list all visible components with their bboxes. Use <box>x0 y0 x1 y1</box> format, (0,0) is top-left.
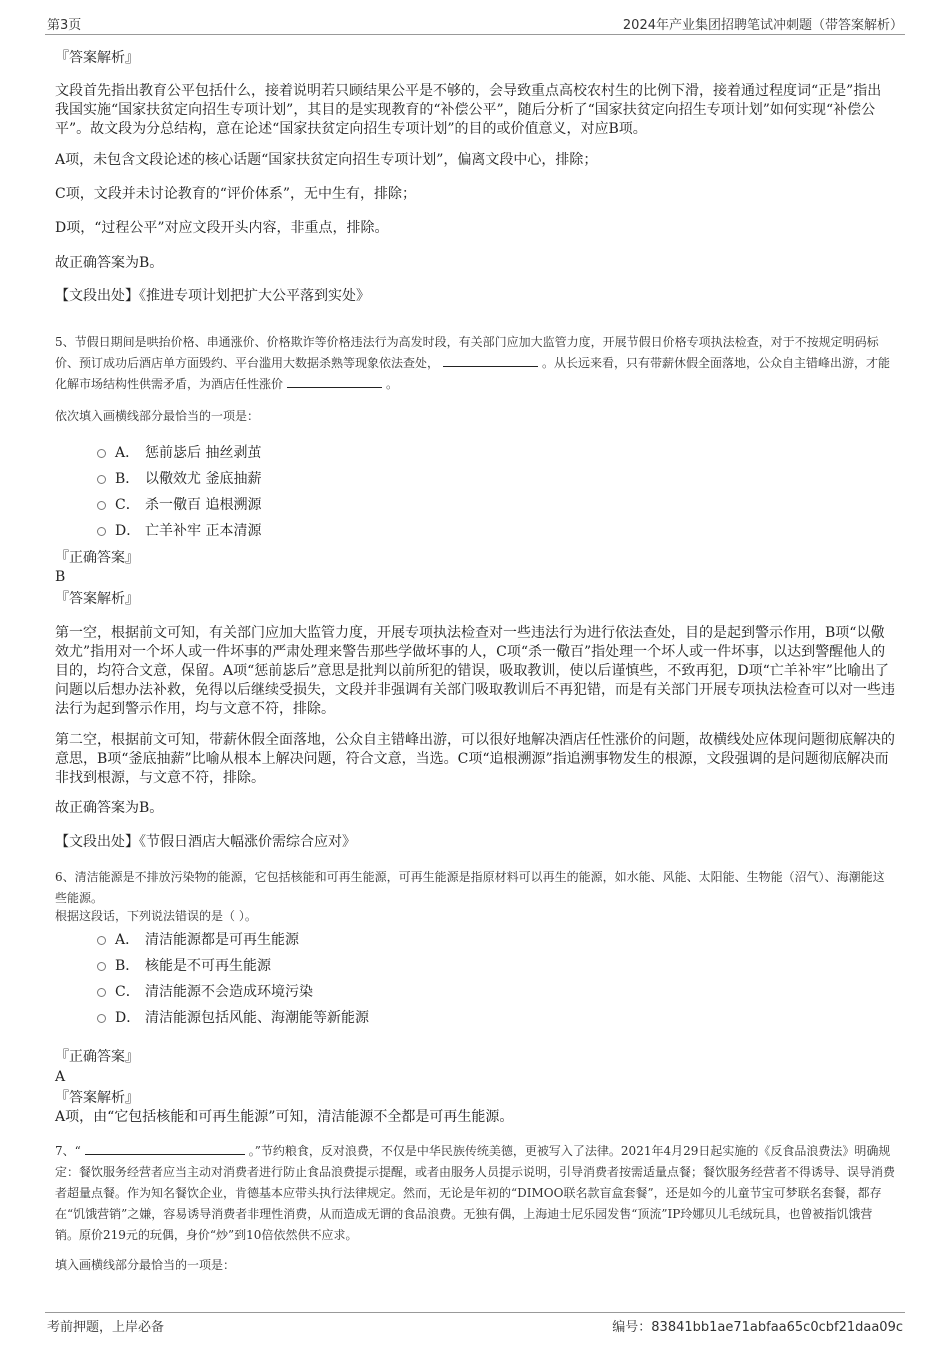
option-c[interactable]: C． 杀一儆百 追根溯源 <box>55 492 895 518</box>
question-6-prompt: 根据这段话，下列说法错误的是（ ）。 <box>55 909 257 923</box>
question-5-stem-part3: 。 <box>386 377 399 391</box>
analysis-label: 『答案解析』 <box>55 1090 139 1106</box>
source-citation: 【文段出处】《推进专项计划把扩大公平落到实处》 <box>55 288 370 304</box>
analysis-paragraph: A项，由“它包括核能和可再生能源”可知，清洁能源不全都是可再生能源。 <box>55 1109 514 1125</box>
analysis-item-a: A项，未包含文段论述的核心话题“国家扶贫定向招生专项计划”，偏离文段中心，排除； <box>55 152 598 168</box>
radio-icon[interactable] <box>97 501 106 510</box>
radio-icon[interactable] <box>97 962 106 971</box>
analysis-paragraph-1: 第一空，根据前文可知，有关部门应加大监管力度，开展专项执法检查对一些违法行为进行依法查处，目的是起到警示作用，B项“以儆效尤”指用对一个坏人或一件坏事的严肃处理来警告那些学做坏事的人，C项“杀一儆百”指处理一个坏人或一件坏事，以达到警醒他人的目的，均符合文意，保留。A项“惩前毖后”意思是批判以前所犯的错误，吸取教训，使以后谨慎些，不致再犯，D项“亡羊补牢”比喻出了问题以后想办法补救，免得以后继续受损失，文段并非强调有关部门吸取教训后不再犯错，而是有关部门开展专项执法检查可以对一些违法行为起到警示作用，均与文意不符，排除。 <box>55 625 895 717</box>
analysis-label: 『答案解析』 <box>55 591 139 607</box>
analysis-paragraph-2: 第二空，根据前文可知，带薪休假全面落地，公众自主错峰出游，可以很好地解决酒店任性涨价的问题，故横线处应体现问题彻底解决的意思，B项“釜底抽薪”比喻从根本上解决问题，符合文意，当选。C项“追根溯源”指追溯事物发生的根源，文段强调的是问题彻底解决而非找到根源，与文意不符，排除。 <box>55 732 895 786</box>
option-a[interactable]: A． 惩前毖后 抽丝剥茧 <box>55 440 895 466</box>
question-7-stem <box>55 1141 895 1246</box>
footer-slogan: 考前押题，上岸必备 <box>47 1320 165 1335</box>
code-value: 83841bb1ae71abfaa65c0cbf21daa09c <box>651 1320 903 1335</box>
analysis-conclusion: 故正确答案为B。 <box>55 800 164 816</box>
answer-blank-1 <box>443 354 538 367</box>
option-b[interactable]: B． 以儆效尤 釜底抽薪 <box>55 466 895 492</box>
page-footer <box>45 1312 905 1335</box>
radio-icon[interactable] <box>97 936 106 945</box>
correct-answer-label: 『正确答案』 <box>55 550 139 566</box>
radio-icon[interactable] <box>97 988 106 997</box>
option-c[interactable]: C． 清洁能源不会造成环境污染 <box>55 979 895 1005</box>
question-6-options <box>55 927 895 1031</box>
answer-blank-2 <box>287 375 382 388</box>
question-6-stem: 6、清洁能源是不排放污染物的能源，它包括核能和可再生能源，可再生能源是指原材料可以再生的能源，如水能、风能、太阳能、生物能（沼气）、海潮能这些能源。 <box>55 870 885 905</box>
page-header <box>45 14 905 35</box>
analysis-item-d: D项，“过程公平”对应文段开头内容，非重点，排除。 <box>55 220 389 236</box>
question-5-stem-part2: 。从长远来看，只有带薪休假全面落地，公众自主错峰出游，才能化解市场结构性供需矛盾，为酒店任性涨价 <box>55 356 891 391</box>
correct-answer-label: 『正确答案』 <box>55 1049 139 1065</box>
analysis-item-c: C项，文段并未讨论教育的“评价体系”，无中生有，排除； <box>55 186 417 202</box>
question-5-stem-part1: 5、节假日期间是哄抬价格、串通涨价、价格欺诈等价格违法行为高发时段，有关部门应加大监管力度，开展节假日价格专项执法检查，对于不按规定明码标价、预订成功后酒店单方面毁约、平台滥用大数据杀熟等现象依法查处， <box>55 335 879 370</box>
question-5-prompt: 依次填入画横线部分最恰当的一项是： <box>55 409 260 423</box>
code-label: 编号： <box>612 1320 652 1335</box>
answer-blank <box>85 1142 245 1155</box>
question-7-stem-part2: 。”节约粮食，反对浪费，不仅是中华民族传统美德，更被写入了法律。2021年4月29日起实施的《反食品浪费法》明确规定：餐饮服务经营者应当主动对消费者进行防止食品浪费提示提醒，或者由服务人员提示说明，引导消费者按需适量点餐；餐饮服务经营者不得诱导、误导消费者超量点餐。作为知名餐饮企业，肯德基本应带头执行法律规定。然而，无论是年初的“DIMOO联名款盲盒套餐”，还是如今的儿童节宝可梦联名套餐，都存在“饥饿营销”之嫌，容易诱导消费者非理性消费，从而造成无谓的食品浪费。无独有偶，上海迪士尼乐园发售“顶流”IP玲娜贝儿毛绒玩具，也曾被指饥饿营销。原价219元的玩偶，身价“炒”到10倍依然供不应求。 <box>55 1144 896 1242</box>
question-7-prompt: 填入画横线部分最恰当的一项是： <box>55 1258 236 1272</box>
radio-icon[interactable] <box>97 527 106 536</box>
correct-answer: A <box>55 1069 66 1085</box>
document-title: 2024年产业集团招聘笔试冲刺题（带答案解析） <box>622 18 903 33</box>
document-code <box>612 1316 903 1335</box>
question-5-stem <box>55 332 895 395</box>
option-d[interactable]: D． 清洁能源包括风能、海潮能等新能源 <box>55 1005 895 1031</box>
question-7-stem-part1: 7、“ <box>55 1144 81 1158</box>
analysis-conclusion: 故正确答案为B。 <box>55 255 164 271</box>
option-a[interactable]: A． 清洁能源都是可再生能源 <box>55 927 895 953</box>
radio-icon[interactable] <box>97 1014 106 1023</box>
option-b[interactable]: B． 核能是不可再生能源 <box>55 953 895 979</box>
question-5-options <box>55 440 895 544</box>
radio-icon[interactable] <box>97 449 106 458</box>
source-citation: 【文段出处】《节假日酒店大幅涨价需综合应对》 <box>55 834 356 850</box>
option-d[interactable]: D． 亡羊补牢 正本清源 <box>55 518 895 544</box>
radio-icon[interactable] <box>97 475 106 484</box>
page-number: 第3页 <box>47 18 82 33</box>
analysis-label: 『答案解析』 <box>55 50 139 66</box>
analysis-paragraph: 文段首先指出教育公平包括什么，接着说明若只顾结果公平是不够的，会导致重点高校农村生的比例下滑，接着通过程度词“正是”指出我国实施“国家扶贫定向招生专项计划”，其目的是实现教育的“补偿公平”，随后分析了“国家扶贫定向招生专项计划”如何实现“补偿公平”。故文段为分总结构，意在论述“国家扶贫定向招生专项计划”的目的或价值意义，对应B项。 <box>55 83 882 137</box>
correct-answer: B <box>55 569 66 585</box>
